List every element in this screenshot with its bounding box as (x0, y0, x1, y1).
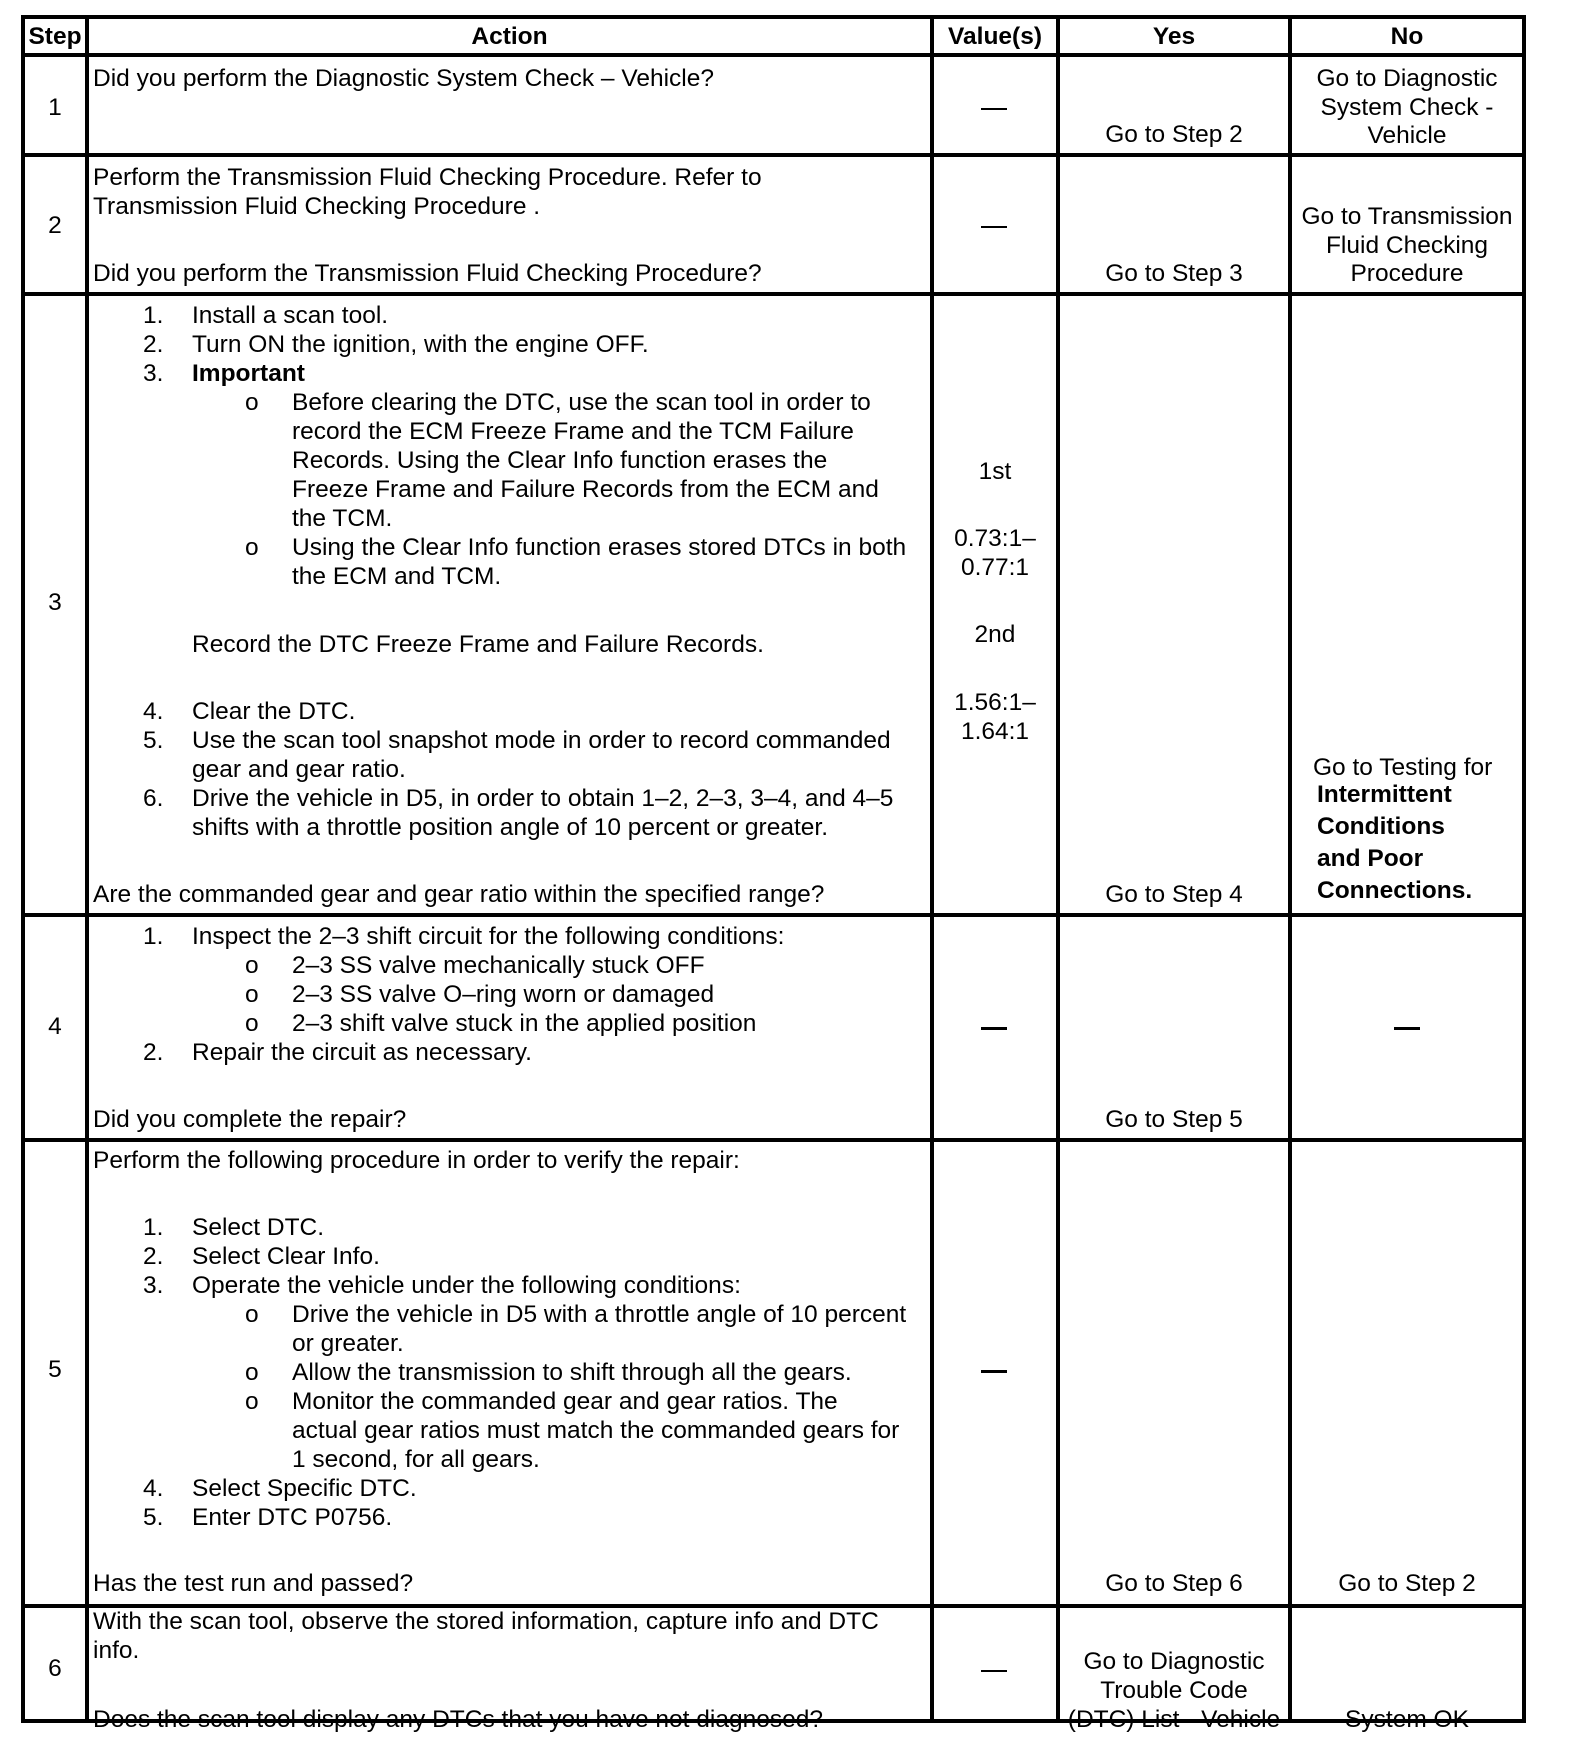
testing-link[interactable]: Conditions (1317, 813, 1445, 840)
list-number: 1. (143, 1214, 164, 1241)
list-number: 2. (143, 331, 164, 358)
value-gear: 1st (978, 458, 1012, 485)
list-item-text: Select Specific DTC. (192, 1475, 417, 1502)
header-step: Step (28, 23, 82, 50)
action-question: Did you complete the repair? (93, 1106, 407, 1133)
value-dash (981, 1027, 1007, 1030)
bullet-text: the TCM. (292, 505, 393, 532)
value-dash (981, 1670, 1007, 1672)
step-number-2: 2 (48, 212, 62, 239)
bullet-mark: o (245, 1388, 259, 1415)
no-link-line (1313, 753, 1492, 782)
action-text: info. (93, 1637, 140, 1664)
value-dash (981, 226, 1007, 228)
list-item-text: Select DTC. (192, 1214, 325, 1241)
list-number: 4. (143, 698, 164, 725)
bullet-text: Monitor the commanded gear and gear ratios. The (292, 1388, 838, 1415)
list-number: 5. (143, 1504, 164, 1531)
bullet-text: or greater. (292, 1330, 404, 1357)
bullet-mark: o (245, 534, 259, 561)
bullet-text: the ECM and TCM. (292, 563, 502, 590)
bullet-text: 2–3 SS valve mechanically stuck OFF (292, 952, 705, 979)
no-dash (1394, 1027, 1420, 1030)
step-number-6: 6 (48, 1655, 62, 1682)
list-number: 6. (143, 785, 164, 812)
bullet-mark: o (245, 981, 259, 1008)
bullet-mark: o (245, 1010, 259, 1037)
bullet-mark: o (245, 1301, 259, 1328)
yes-text-line: Trouble Code (1100, 1677, 1248, 1704)
list-item-text: Enter DTC P0756. (192, 1504, 393, 1531)
list-number: 5. (143, 727, 164, 754)
list-number: 1. (143, 923, 164, 950)
yes-go-to-step-4: Go to Step 4 (1105, 881, 1243, 908)
header-values: Value(s) (948, 23, 1042, 50)
table-border-top (21, 15, 1526, 19)
list-item-text: Turn ON the ignition, with the engine OFF. (192, 331, 649, 358)
testing-link[interactable]: Testing for (1379, 754, 1493, 781)
table-border-left (21, 15, 25, 1723)
bullet-text: Allow the transmission to shift through all the gears. (292, 1359, 852, 1386)
important-label: Important (192, 360, 305, 387)
list-item-text: Operate the vehicle under the following conditions: (192, 1272, 741, 1299)
step-number-3: 3 (48, 589, 62, 616)
list-number: 1. (143, 302, 164, 329)
testing-link[interactable]: Intermittent (1317, 781, 1452, 808)
bullet-mark: o (245, 389, 259, 416)
action-text: Did you perform the Diagnostic System Check – Vehicle? (93, 65, 714, 92)
testing-link[interactable]: Connections. (1317, 877, 1473, 904)
yes-go-to-step-3: Go to Step 3 (1105, 260, 1243, 287)
bullet-text: Before clearing the DTC, use the scan tool in order to (292, 389, 871, 416)
value-ratio: 0.73:1– (954, 525, 1036, 552)
list-item-text: Install a scan tool. (192, 302, 389, 329)
action-question: Does the scan tool display any DTCs that you have not diagnosed? (93, 1706, 823, 1733)
yes-text-line: (DTC) List - Vehicle (1067, 1706, 1281, 1733)
header-yes: Yes (1152, 23, 1196, 50)
list-number: 2. (143, 1039, 164, 1066)
list-item-text: Clear the DTC. (192, 698, 356, 725)
value-ratio: 0.77:1 (960, 554, 1030, 581)
no-text-line: System Check - (1320, 94, 1494, 121)
action-text: Perform the Transmission Fluid Checking Procedure. Refer to (93, 164, 762, 191)
testing-link[interactable]: and Poor (1317, 845, 1424, 872)
step-number-1: 1 (48, 94, 62, 121)
row-divider-3 (21, 913, 1526, 917)
bullet-mark: o (245, 1359, 259, 1386)
col-divider-action (930, 15, 934, 1723)
action-question: Has the test run and passed? (93, 1570, 414, 1597)
table-border-right (1522, 15, 1526, 1723)
row-divider-2 (21, 292, 1526, 296)
step-number-5: 5 (48, 1356, 62, 1383)
bullet-text: Using the Clear Info function erases stored DTCs in both (292, 534, 907, 561)
value-dash (981, 1370, 1007, 1373)
no-text-line: Go to Diagnostic (1316, 65, 1498, 92)
yes-go-to-step-6: Go to Step 6 (1105, 1570, 1243, 1597)
bullet-text: 2–3 shift valve stuck in the applied position (292, 1010, 757, 1037)
value-ratio: 1.56:1– (954, 689, 1036, 716)
list-item-text: gear and gear ratio. (192, 756, 406, 783)
bullet-text: Records. Using the Clear Info function erases the (292, 447, 828, 474)
list-number: 4. (143, 1475, 164, 1502)
action-text: Transmission Fluid Checking Procedure . (93, 193, 541, 220)
action-text: With the scan tool, observe the stored information, capture info and DTC (93, 1608, 879, 1635)
yes-text-line: Go to Diagnostic (1083, 1648, 1265, 1675)
no-go-to-step-2: Go to Step 2 (1338, 1570, 1476, 1597)
row-divider-4 (21, 1138, 1526, 1142)
header-action: Action (471, 23, 548, 50)
step-number-4: 4 (48, 1013, 62, 1040)
action-question: Are the commanded gear and gear ratio within the specified range? (93, 881, 825, 908)
header-no: No (1390, 23, 1424, 50)
bullet-text: Freeze Frame and Failure Records from the ECM and (292, 476, 879, 503)
col-divider-step (85, 15, 89, 1723)
no-system-ok: System OK (1345, 1706, 1469, 1733)
list-item-text: shifts with a throttle position angle of 10 percent or greater. (192, 814, 829, 841)
yes-go-to-step-5: Go to Step 5 (1105, 1106, 1243, 1133)
bullet-text: Drive the vehicle in D5 with a throttle angle of 10 percent (292, 1301, 907, 1328)
list-number: 3. (143, 1272, 164, 1299)
action-question: Did you perform the Transmission Fluid Checking Procedure? (93, 260, 762, 287)
no-text-line: Fluid Checking (1325, 232, 1489, 259)
value-dash (981, 108, 1007, 110)
list-item-text: Repair the circuit as necessary. (192, 1039, 532, 1066)
no-text-line: Procedure (1350, 260, 1464, 287)
bullet-mark: o (245, 952, 259, 979)
list-number: 2. (143, 1243, 164, 1270)
record-instruction: Record the DTC Freeze Frame and Failure Records. (192, 631, 764, 658)
no-text-line: Go to Transmission (1301, 203, 1513, 230)
bullet-text: actual gear ratios must match the commanded gears for (292, 1417, 900, 1444)
yes-go-to-step-2: Go to Step 2 (1105, 121, 1243, 148)
list-item-text: Select Clear Info. (192, 1243, 380, 1270)
value-gear: 2nd (974, 621, 1016, 648)
bullet-text: record the ECM Freeze Frame and the TCM Failure (292, 418, 854, 445)
no-prefix: Go to (1313, 754, 1380, 781)
list-item-text: Inspect the 2–3 shift circuit for the following conditions: (192, 923, 785, 950)
header-divider (21, 53, 1526, 57)
row-divider-1 (21, 153, 1526, 157)
bullet-text: 2–3 SS valve O–ring worn or damaged (292, 981, 715, 1008)
value-ratio: 1.64:1 (960, 718, 1030, 745)
list-number: 3. (143, 360, 164, 387)
list-item-text: Drive the vehicle in D5, in order to obtain 1–2, 2–3, 3–4, and 4–5 (192, 785, 894, 812)
action-text: Perform the following procedure in order to verify the repair: (93, 1147, 740, 1174)
bullet-text: 1 second, for all gears. (292, 1446, 540, 1473)
list-item-text: Use the scan tool snapshot mode in order to record commanded (192, 727, 891, 754)
no-text-line: Vehicle (1367, 122, 1447, 149)
